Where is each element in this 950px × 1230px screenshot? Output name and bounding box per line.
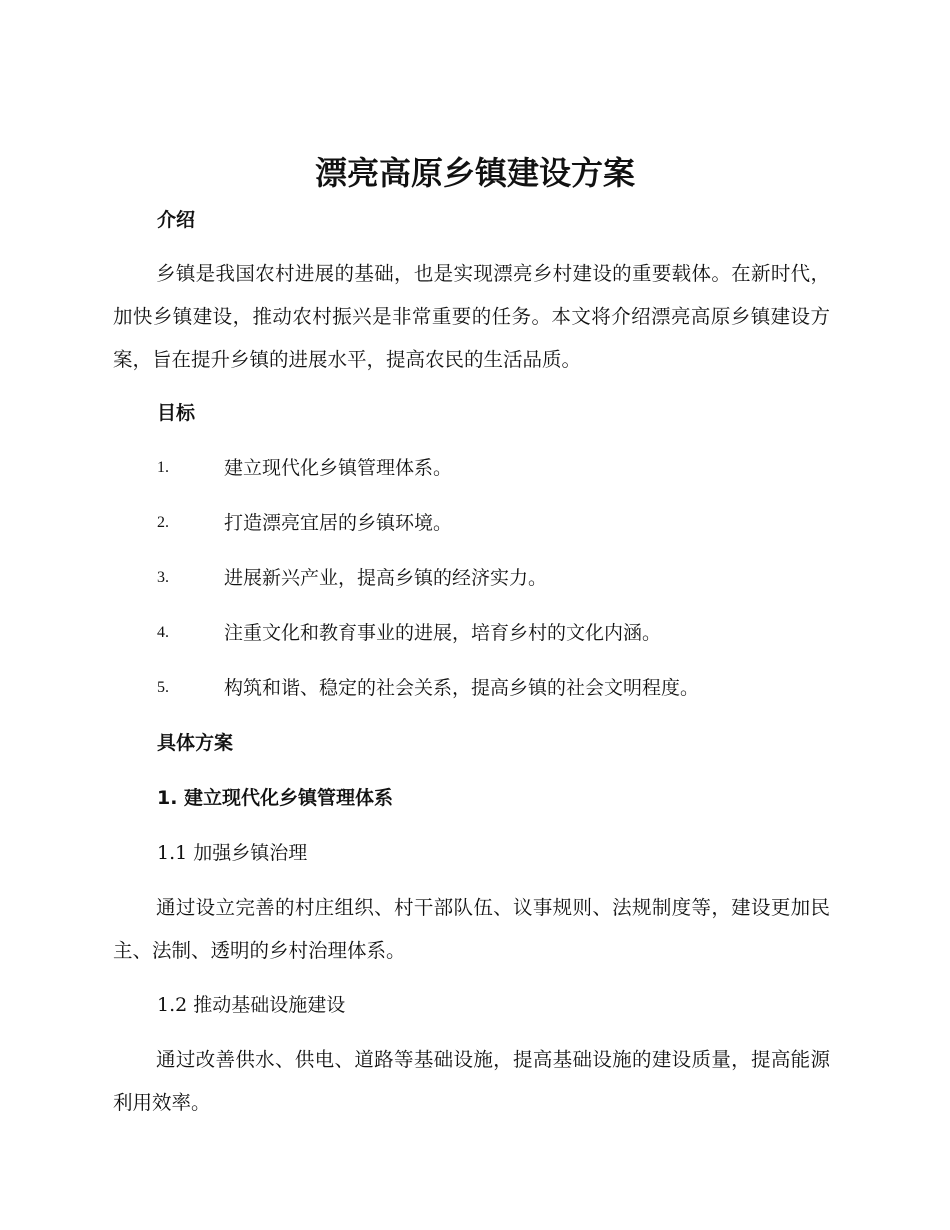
section-1-2-heading: 1.2 推动基础设施建设 [157, 994, 346, 1016]
goal-text: 进展新兴产业，提高乡镇的经济实力。 [224, 567, 548, 589]
goal-item-4 [0, 618, 950, 648]
goal-item-3 [0, 563, 950, 593]
goal-text: 建立现代化乡镇管理体系。 [224, 457, 453, 479]
intro-paragraph: 乡镇是我国农村进展的基础，也是实现漂亮乡村建设的重要载体。在新时代，加快乡镇建设，推动农村振兴是非常重要的任务。本文将介绍漂亮高原乡镇建设方案，旨在提升乡镇的进展水平，提高农民的生活品质。 [113, 262, 830, 371]
goal-number: 1. [157, 459, 169, 476]
goal-text: 注重文化和教育事业的进展，培育乡村的文化内涵。 [224, 622, 662, 644]
section-1-1-heading: 1.1 加强乡镇治理 [157, 842, 308, 864]
goals-heading: 目标 [157, 402, 196, 424]
goal-text: 构筑和谐、稳定的社会关系，提高乡镇的社会文明程度。 [224, 677, 700, 699]
goal-number: 5. [157, 679, 169, 696]
section-1-heading: 1. 建立现代化乡镇管理体系 [157, 787, 394, 809]
goal-number: 2. [157, 514, 169, 531]
intro-heading: 介绍 [157, 209, 196, 231]
goal-item-5 [0, 673, 950, 703]
section-1-1-paragraph: 通过设立完善的村庄组织、村干部队伍、议事规则、法规制度等，建设更加民主、法制、透明的乡村治理体系。 [113, 896, 830, 962]
goal-number: 3. [157, 569, 169, 586]
goal-text: 打造漂亮宜居的乡镇环境。 [224, 512, 453, 534]
goal-number: 4. [157, 624, 169, 641]
plan-heading: 具体方案 [157, 732, 234, 754]
goal-item-1 [0, 453, 950, 483]
section-1-2-paragraph: 通过改善供水、供电、道路等基础设施，提高基础设施的建设质量，提高能源利用效率。 [113, 1048, 830, 1114]
goal-item-2 [0, 508, 950, 538]
document-title: 漂亮高原乡镇建设方案 [314, 154, 635, 192]
